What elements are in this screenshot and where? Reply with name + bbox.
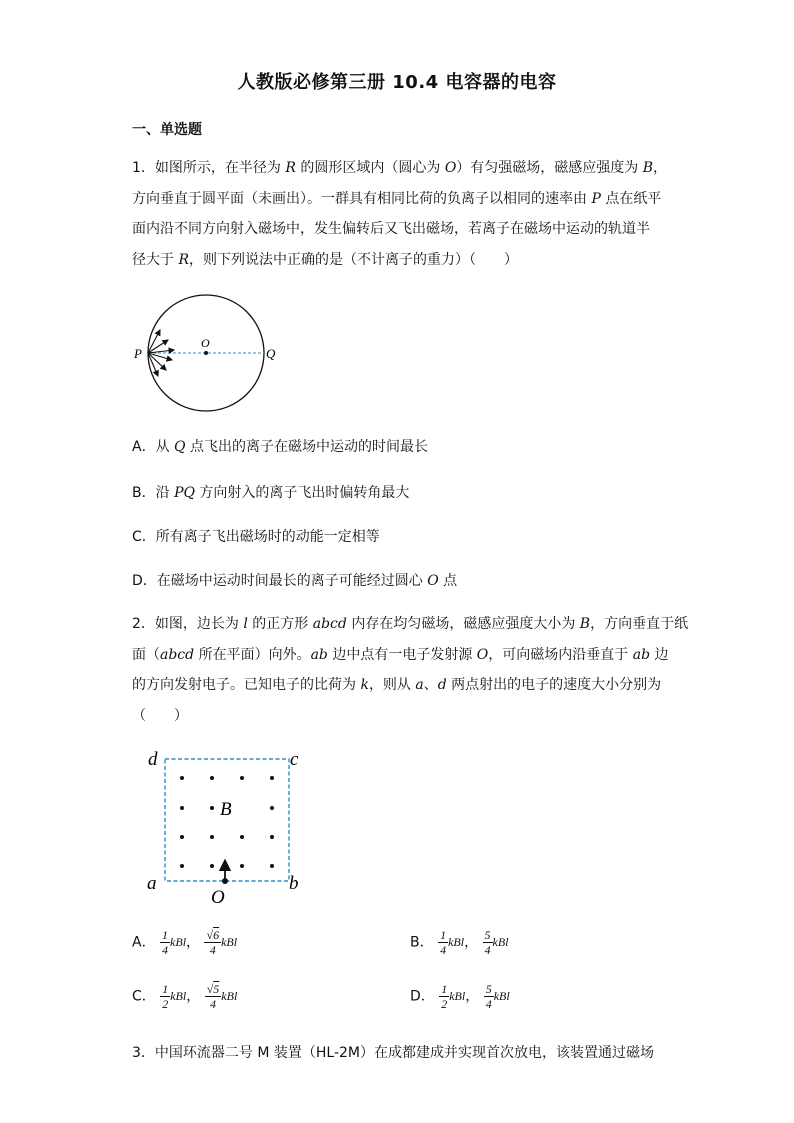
label-o-source: O (211, 887, 225, 908)
q1-option-a[interactable]: A．从 Q 点飞出的离子在磁场中运动的时间最长 (132, 439, 428, 455)
section-heading: 一、单选题 (132, 122, 202, 138)
label-p: P (134, 346, 142, 361)
center-dot (204, 351, 208, 355)
q2-option-b[interactable]: B． $\frac{1}{4}$ kBl， $\frac{5}{4}$ kBl (410, 928, 509, 957)
label-b: b (289, 873, 299, 894)
label-c: c (290, 749, 299, 770)
circle-field-figure (128, 288, 288, 418)
field-dots (180, 776, 274, 868)
question-1-text: 1．如图所示，在半径为 R 的圆形区域内（圆心为 O）有匀强磁场，磁感应强度为 B， 方向垂直于圆平面（未画出）。一群具有相同比荷的负离子以相同的速率由 P 点在纸平 面内沿不同方向射入磁场中，发生偏转后又飞出磁场，若离子在磁场中运动的轨道半 径大于 R，则下列说法中正确的是（不计离子的重力）（ ） (132, 160, 668, 268)
q2-option-c[interactable]: C． $\frac{1}{2}$ kBl， $\frac{√5}{4}$ kBl (132, 982, 238, 1011)
q2-option-a[interactable]: A． $\frac{1}{4}$ kBl， $\frac{√6}{4}$ kBl (132, 928, 238, 957)
page-title: 人教版必修第三册 10.4 电容器的电容 (237, 72, 557, 93)
label-b-field: B (220, 799, 232, 820)
label-q: Q (266, 346, 276, 361)
label-a: a (147, 873, 157, 894)
q1-option-c[interactable]: C．所有离子飞出磁场时的动能一定相等 (132, 529, 380, 545)
question-2-text: 2．如图，边长为 l 的正方形 abcd 内存在均匀磁场，磁感应强度大小为 B，方向垂直于纸 面（abcd 所在平面）向外。ab 边中点有一电子发射源 O，可向磁场内沿垂直于 ab 边 的方向发射电子。已知电子的比荷为 k，则从 a、d 两点射出的电子的速度大小分别为 （ ） (132, 616, 689, 724)
q1-option-b[interactable]: B．沿 PQ 方向射入的离子飞出时偏转角最大 (132, 485, 410, 501)
label-o: O (201, 336, 210, 350)
label-d: d (148, 749, 158, 770)
q2-option-d[interactable]: D． $\frac{1}{2}$ kBl， $\frac{5}{4}$ kBl (410, 982, 510, 1011)
question-3-text: 3．中国环流器二号 M 装置（HL-2M）在成都建成并实现首次放电，该装置通过磁场 (132, 1045, 655, 1061)
square-field-figure (140, 745, 315, 910)
q1-option-d[interactable]: D．在磁场中运动时间最长的离子可能经过圆心 O 点 (132, 573, 458, 589)
